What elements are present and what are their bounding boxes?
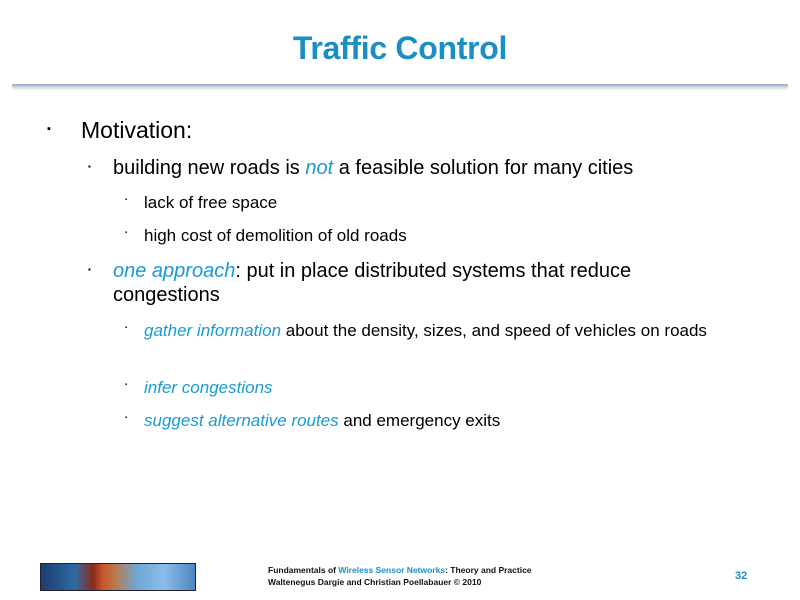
bullet-text: one approach: put in place distributed systems that reduce congestions <box>113 260 632 307</box>
footer-citation <box>268 564 532 589</box>
bullet-gather-information <box>0 319 759 342</box>
bullet-free-space <box>0 191 764 214</box>
bullet-one-approach <box>0 259 713 308</box>
bullet-icon: ▪ <box>125 415 128 421</box>
bullet-text: infer congestions <box>144 378 273 397</box>
page-number: 32 <box>735 570 748 582</box>
bullet-text: Motivation: <box>81 117 193 143</box>
bullet-icon: ▪ <box>88 162 91 171</box>
bullet-icon: ▪ <box>125 382 128 388</box>
footer-line-1: Fundamentals of Wireless Sensor Networks: Theory and Practice <box>268 565 532 575</box>
slide-title: Traffic Control <box>292 30 508 66</box>
bullet-icon: ▪ <box>47 123 51 135</box>
bullet-text: high cost of demolition of old roads <box>144 226 407 245</box>
bullet-icon: ▪ <box>125 197 128 203</box>
bullet-alternative-routes <box>0 409 764 432</box>
bullet-icon: ▪ <box>125 230 128 236</box>
bullet-text: building new roads is not a feasible solution for many cities <box>113 157 634 179</box>
bullet-text: gather information about the density, sizes, and speed of vehicles on roads <box>144 321 707 340</box>
footer-line-2: Waltenegus Dargie and Christian Poellabauer © 2010 <box>268 577 482 588</box>
footer-banner-image <box>40 563 196 591</box>
bullet-infer-congestions <box>0 376 764 399</box>
bullet-motivation <box>0 116 192 144</box>
bullet-new-roads <box>0 156 753 180</box>
bullet-text: suggest alternative routes and emergency exits <box>144 411 501 430</box>
bullet-demolition-cost <box>0 224 764 247</box>
title-divider <box>12 84 788 87</box>
bullet-icon: ▪ <box>125 325 128 331</box>
bullet-text: lack of free space <box>144 193 278 212</box>
bullet-icon: ▪ <box>88 265 91 274</box>
